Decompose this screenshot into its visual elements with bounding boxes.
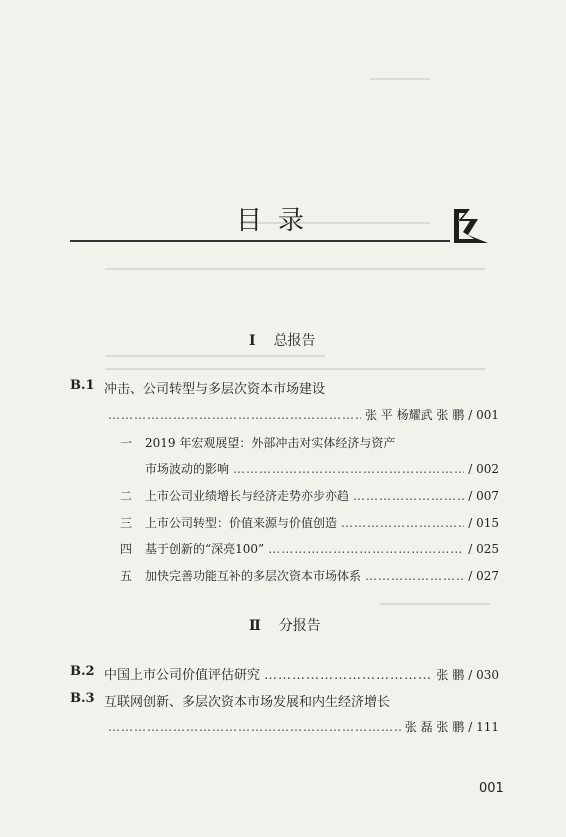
entry-author-line-b1	[104, 406, 499, 423]
entry-code-b1: B.1	[70, 378, 95, 393]
subitem-page: / 015	[468, 516, 499, 530]
section-heading-2	[249, 615, 321, 635]
entry-code-b2: B.2	[70, 664, 95, 679]
subitem-title-cont: 市场波动的影响	[145, 462, 230, 476]
bleed-through-mark	[380, 603, 490, 605]
toc-title: 目录	[236, 206, 321, 236]
entry-line-b2[interactable]	[104, 664, 499, 683]
leader-dots	[268, 542, 464, 556]
entry-page: / 111	[468, 720, 499, 734]
entry-authors: 张 磊 张 鹏	[404, 720, 465, 734]
bleed-through-mark	[105, 355, 325, 357]
leader-dots	[233, 462, 464, 476]
entry-page: / 001	[468, 408, 499, 422]
subitem-line-5[interactable]	[145, 567, 499, 584]
section-number: Ⅰ	[249, 333, 256, 349]
leader-dots	[341, 516, 464, 530]
subitem-number: 一	[120, 436, 133, 450]
subitem-line-3[interactable]	[145, 514, 499, 531]
subitem-title-line1[interactable]	[145, 434, 395, 451]
section-label: 总报告	[273, 333, 316, 349]
entry-title-b1[interactable]: 冲击、公司转型与多层次资本市场建设	[104, 382, 326, 397]
subitem-title: 上市公司转型：价值来源与价值创造	[145, 516, 338, 530]
entry-title-b2: 中国上市公司价值评估研究	[104, 668, 261, 683]
page-number: 001	[479, 781, 504, 796]
subitem-title: 2019 年宏观展望：外部冲击对实体经济与资产	[145, 436, 396, 450]
entry-authors: 张 平 杨耀武 张 鹏	[364, 408, 465, 422]
entry-page: / 030	[468, 668, 499, 682]
entry-author-line-b3	[104, 718, 499, 735]
leader-dots	[108, 720, 401, 734]
leader-dots	[353, 489, 464, 503]
subitem-page: / 002	[468, 462, 499, 476]
subitem-number: 三	[120, 516, 133, 530]
entry-authors: 张 鹏	[436, 668, 465, 682]
publisher-mark-icon	[450, 205, 492, 247]
leader-dots	[264, 668, 432, 683]
subitem-page: / 025	[468, 542, 499, 556]
subitem-line-4[interactable]	[145, 540, 499, 557]
title-rule	[70, 240, 450, 242]
subitem-page: / 027	[468, 569, 499, 583]
subitem-line-2[interactable]	[145, 487, 499, 504]
entry-code-b3: B.3	[70, 691, 95, 706]
section-heading-1	[249, 330, 316, 350]
section-number: Ⅱ	[249, 618, 261, 634]
subitem-number: 五	[120, 569, 133, 583]
bleed-through-mark	[105, 368, 485, 370]
subitem-title: 加快完善功能互补的多层次资本市场体系	[145, 569, 362, 583]
subitem-number: 四	[120, 542, 133, 556]
leader-dots	[365, 569, 464, 583]
subitem-number: 二	[120, 489, 133, 503]
bleed-through-mark	[105, 268, 485, 270]
subitem-line-1[interactable]	[145, 460, 499, 477]
section-label: 分报告	[278, 618, 321, 634]
entry-title-b3[interactable]: 互联网创新、多层次资本市场发展和内生经济增长	[104, 695, 391, 710]
subitem-page: / 007	[468, 489, 499, 503]
bleed-through-mark	[370, 78, 430, 80]
subitem-title: 基于创新的“深亮100”	[145, 542, 265, 556]
subitem-title: 上市公司业绩增长与经济走势亦步亦趋	[145, 489, 350, 503]
leader-dots	[108, 408, 361, 422]
